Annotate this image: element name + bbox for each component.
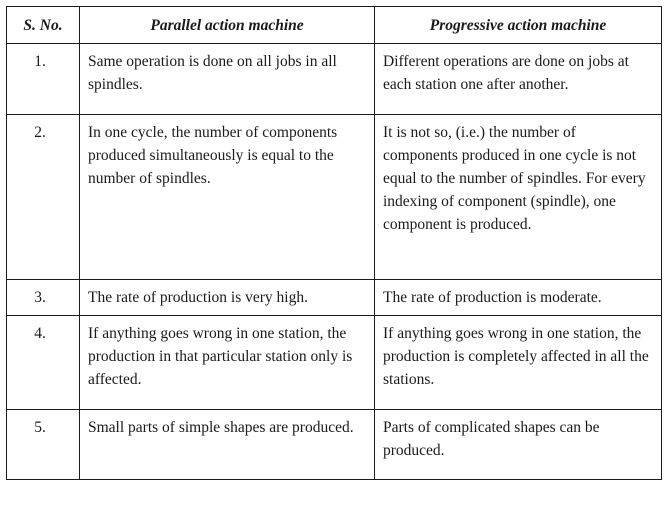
- table-row: [7, 316, 662, 410]
- parallel-cell: Same operation is done on all jobs in all spindles.: [80, 44, 375, 115]
- comparison-table-wrapper: [6, 6, 662, 480]
- header-progressive: Progressive action machine: [375, 7, 662, 44]
- table-row: [7, 410, 662, 480]
- progressive-cell: If anything goes wrong in one station, the production is completely affected in all the stations.: [375, 316, 662, 410]
- parallel-cell: The rate of production is very high.: [80, 280, 375, 316]
- parallel-cell: In one cycle, the number of components produced simultaneously is equal to the number of spindles.: [80, 115, 375, 280]
- row-number: 1.: [7, 44, 80, 115]
- comparison-table: [6, 6, 662, 480]
- progressive-cell: It is not so, (i.e.) the number of components produced in one cycle is not equal to the number of spindles. For every indexing of component (spindle), one component is produced.: [375, 115, 662, 280]
- row-number: 4.: [7, 316, 80, 410]
- header-sno: S. No.: [7, 7, 80, 44]
- parallel-cell: If anything goes wrong in one station, the production in that particular station only is affected.: [80, 316, 375, 410]
- table-row: [7, 280, 662, 316]
- row-number: 3.: [7, 280, 80, 316]
- header-row: [7, 7, 662, 44]
- header-parallel: Parallel action machine: [80, 7, 375, 44]
- parallel-cell: Small parts of simple shapes are produced.: [80, 410, 375, 480]
- progressive-cell: The rate of production is moderate.: [375, 280, 662, 316]
- table-row: [7, 44, 662, 115]
- table-row: [7, 115, 662, 280]
- row-number: 2.: [7, 115, 80, 280]
- progressive-cell: Different operations are done on jobs at each station one after another.: [375, 44, 662, 115]
- row-number: 5.: [7, 410, 80, 480]
- progressive-cell: Parts of complicated shapes can be produced.: [375, 410, 662, 480]
